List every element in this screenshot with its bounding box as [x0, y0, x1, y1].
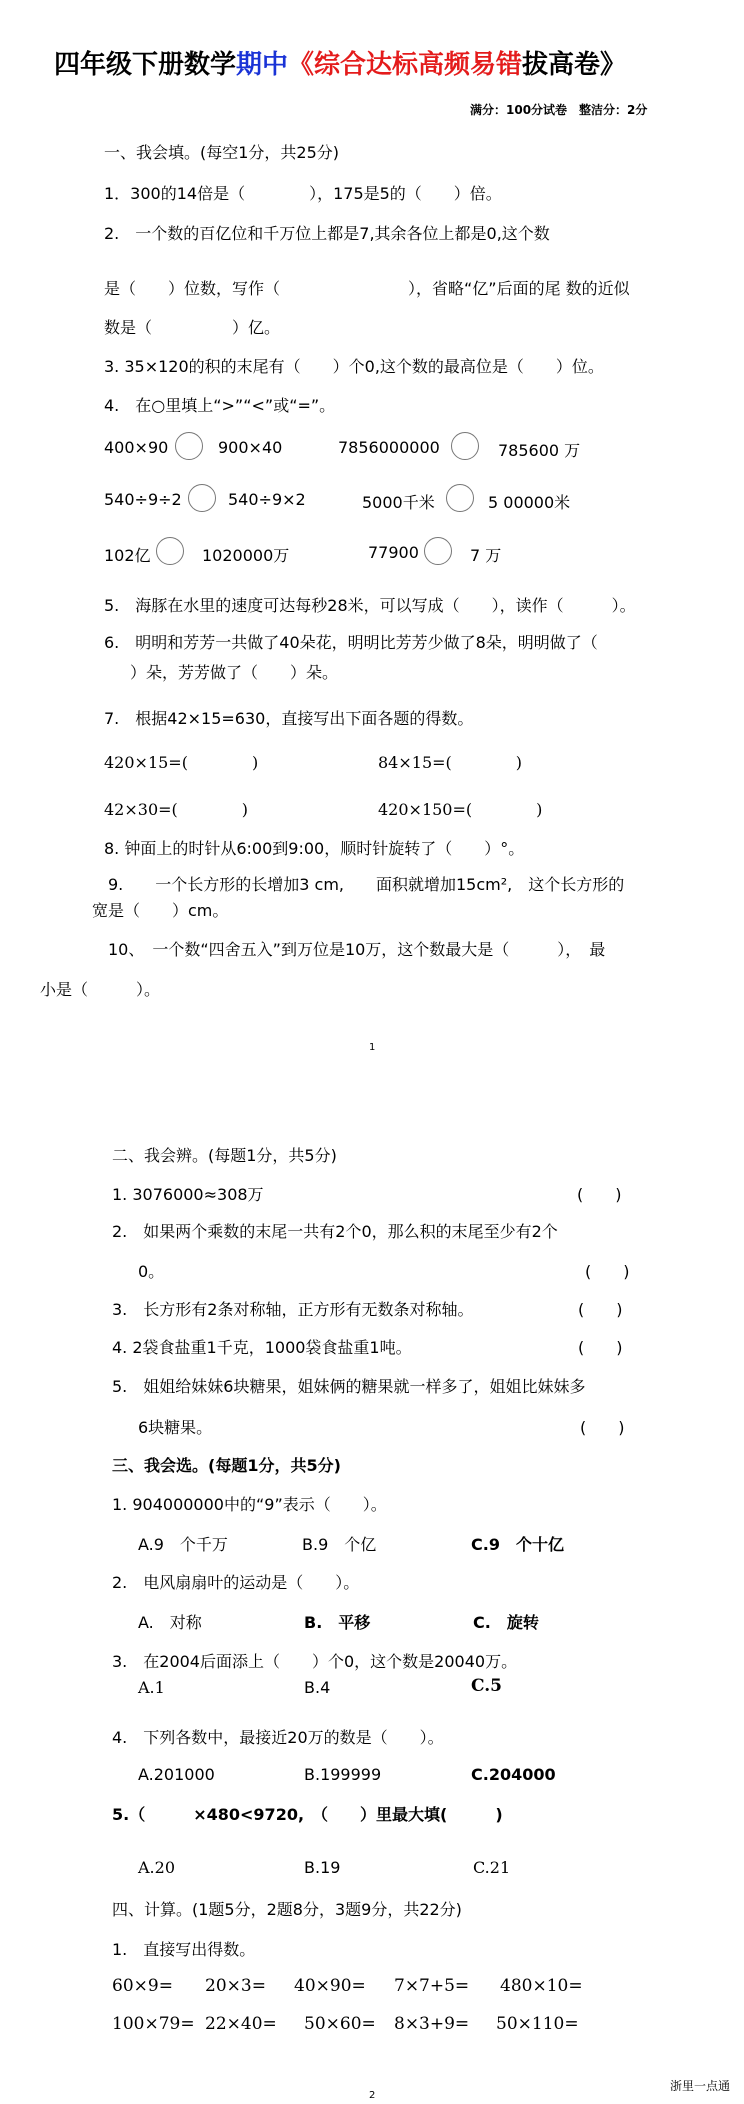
s3-q1: 1. 904000000中的“9”表示（ ）。 — [112, 1495, 387, 1514]
s2-q4: 4. 2袋食盐重1千克，1000袋食盐重1吨。 — [112, 1338, 412, 1357]
s1-q2c: 数是（ ）亿。 — [104, 318, 281, 337]
s1-q2a: 2. 一个数的百亿位和千万位上都是7,其余各位上都是0,这个数 — [104, 224, 550, 243]
answer-paren[interactable]: ( ) — [585, 1262, 630, 1281]
compare-circle[interactable] — [175, 432, 203, 460]
s3-q3-opt-c[interactable]: C.5 — [471, 1676, 502, 1696]
s1-q4: 4. 在○里填上“>”“<”或“=”。 — [104, 396, 336, 415]
compare-circle[interactable] — [451, 432, 479, 460]
s1-q7-item-3: 42×30=( ) — [104, 800, 249, 819]
calc-item: 40×90= — [294, 1976, 366, 1996]
cmp-r1-a: 400×90 — [104, 438, 169, 457]
document-title — [54, 44, 626, 81]
s1-q8: 8. 钟面上的时针从6:00到9:00，顺时针旋转了（ ）°。 — [104, 839, 525, 858]
s3-q2-opt-b[interactable]: B. 平移 — [304, 1613, 371, 1632]
page-number: 2 — [369, 2090, 376, 2101]
s2-q5b: 6块糖果。 — [138, 1418, 213, 1437]
s3-q5-opt-b[interactable]: B.19 — [304, 1858, 341, 1877]
s2-q2b: 0。 — [138, 1262, 165, 1281]
s1-q7-item-2: 84×15=( ) — [378, 753, 523, 772]
s3-q1-opt-a[interactable]: A.9 个千万 — [138, 1535, 228, 1554]
cmp-r3-b: 1020000万 — [202, 546, 290, 565]
section1-heading: 一、我会填。(每空1分，共25分) — [104, 143, 340, 162]
s1-q9b: 宽是（ ）cm。 — [92, 901, 229, 920]
answer-paren[interactable]: ( ) — [578, 1338, 623, 1357]
s3-q1-opt-c[interactable]: C.9 个十亿 — [471, 1535, 564, 1554]
s1-q1: 1．300的14倍是（ ），175是5的（ ）倍。 — [104, 184, 502, 203]
s3-q3-opt-a[interactable]: A.1 — [138, 1678, 165, 1697]
s2-q5a: 5. 姐姐给妹妹6块糖果，姐妹俩的糖果就一样多了，姐姐比妹妹多 — [112, 1377, 586, 1396]
s1-q10a: 10、 一个数“四舍五入”到万位是10万，这个数最大是（ ）， 最 — [108, 940, 606, 959]
calc-item: 8×3+9= — [394, 2014, 470, 2034]
calc-item: 480×10= — [500, 1976, 583, 1996]
s3-q3-opt-b[interactable]: B.4 — [304, 1678, 331, 1697]
s3-q4-opt-b[interactable]: B.199999 — [304, 1765, 382, 1784]
s1-q2b: 是（ ）位数，写作（ ），省略“亿”后面的尾 数的近似 — [104, 279, 630, 298]
cmp-r2-d: 5 00000米 — [488, 493, 571, 512]
compare-circle[interactable] — [188, 484, 216, 512]
title-part-3: 《综合达标高频易错 — [288, 50, 523, 80]
cmp-r1-d: 785600 万 — [498, 441, 581, 460]
compare-circle[interactable] — [446, 484, 474, 512]
s3-q2: 2. 电风扇扇叶的运动是（ ）。 — [112, 1573, 360, 1592]
s2-q3: 3. 长方形有2条对称轴，正方形有无数条对称轴。 — [112, 1300, 474, 1319]
cmp-r3-d: 7 万 — [470, 546, 502, 565]
calc-item: 7×7+5= — [394, 1976, 470, 1996]
cmp-r1-b: 900×40 — [218, 438, 283, 457]
title-part-1: 四年级下册数学 — [54, 50, 237, 80]
calc-item: 60×9= — [112, 1976, 173, 1996]
s3-q3: 3. 在2004后面添上（ ）个0，这个数是20040万。 — [112, 1652, 518, 1671]
s1-q5: 5. 海豚在水里的速度可达每秒28米，可以写成（ ），读作（ ）。 — [104, 596, 636, 615]
s1-q7-item-4: 420×150=( ) — [378, 800, 543, 819]
calc-item: 100×79= — [112, 2014, 195, 2034]
calc-item: 50×110= — [496, 2014, 579, 2034]
cmp-r2-a: 540÷9÷2 — [104, 490, 182, 509]
section2-heading: 二、我会辨。(每题1分，共5分) — [112, 1146, 337, 1165]
calc-item: 50×60= — [304, 2014, 376, 2034]
calc-item: 22×40= — [205, 2014, 277, 2034]
footer-brand: 浙里一点通 — [670, 2079, 731, 2093]
title-part-2: 期中 — [236, 50, 289, 80]
s3-q2-opt-c[interactable]: C. 旋转 — [473, 1613, 539, 1632]
s3-q5-opt-a[interactable]: A.20 — [138, 1858, 175, 1877]
cmp-r1-c: 7856000000 — [338, 438, 440, 457]
s1-q10b: 小是（ ）。 — [40, 980, 161, 999]
answer-paren[interactable]: ( ) — [580, 1418, 625, 1437]
s1-q7-item-1: 420×15=( ) — [104, 753, 259, 772]
s3-q4-opt-c[interactable]: C.204000 — [471, 1765, 556, 1784]
s3-q5-opt-c[interactable]: C.21 — [473, 1858, 511, 1877]
compare-circle[interactable] — [156, 537, 184, 565]
s3-q4-opt-a[interactable]: A.201000 — [138, 1765, 215, 1784]
s1-q3: 3. 35×120的积的末尾有（ ）个0,这个数的最高位是（ ）位。 — [104, 357, 604, 376]
cmp-r3-c: 77900 — [368, 543, 419, 562]
s3-q1-opt-b[interactable]: B.9 个亿 — [302, 1535, 377, 1554]
compare-circle[interactable] — [424, 537, 452, 565]
s2-q1: 1. 3076000≈308万 — [112, 1185, 264, 1204]
s1-q6b: ）朵，芳芳做了（ ）朵。 — [130, 663, 339, 682]
section4-heading: 四、计算。(1题5分，2题8分，3题9分，共22分) — [112, 1900, 462, 1919]
title-part-4: 拔高卷》 — [522, 50, 627, 80]
cmp-r2-b: 540÷9×2 — [228, 490, 306, 509]
s3-q2-opt-a[interactable]: A. 对称 — [138, 1613, 202, 1632]
s1-q7: 7. 根据42×15=630，直接写出下面各题的得数。 — [104, 709, 474, 728]
s3-q5: 5.（ ×480<9720, （ ）里最大填( ) — [112, 1805, 503, 1824]
s1-q6a: 6. 明明和芳芳一共做了40朵花，明明比芳芳少做了8朵，明明做了（ — [104, 633, 598, 652]
answer-paren[interactable]: ( ) — [578, 1300, 623, 1319]
page-number: 1 — [369, 1042, 376, 1053]
cmp-r2-c: 5000千米 — [362, 493, 435, 512]
calc-item: 20×3= — [205, 1976, 266, 1996]
s1-q9a: 9. 一个长方形的长增加3 cm, 面积就增加15cm², 这个长方形的 — [108, 875, 625, 894]
cmp-r3-a: 102亿 — [104, 546, 151, 565]
s3-q4: 4. 下列各数中，最接近20万的数是（ ）。 — [112, 1728, 444, 1747]
s2-q2a: 2. 如果两个乘数的末尾一共有2个0，那么积的末尾至少有2个 — [112, 1222, 558, 1241]
answer-paren[interactable]: ( ) — [577, 1185, 622, 1204]
score-line: 满分：100分试卷 整洁分：2分 — [470, 103, 648, 117]
s4-q1: 1. 直接写出得数。 — [112, 1940, 256, 1959]
section3-heading: 三、我会选。(每题1分，共5分) — [112, 1456, 341, 1475]
